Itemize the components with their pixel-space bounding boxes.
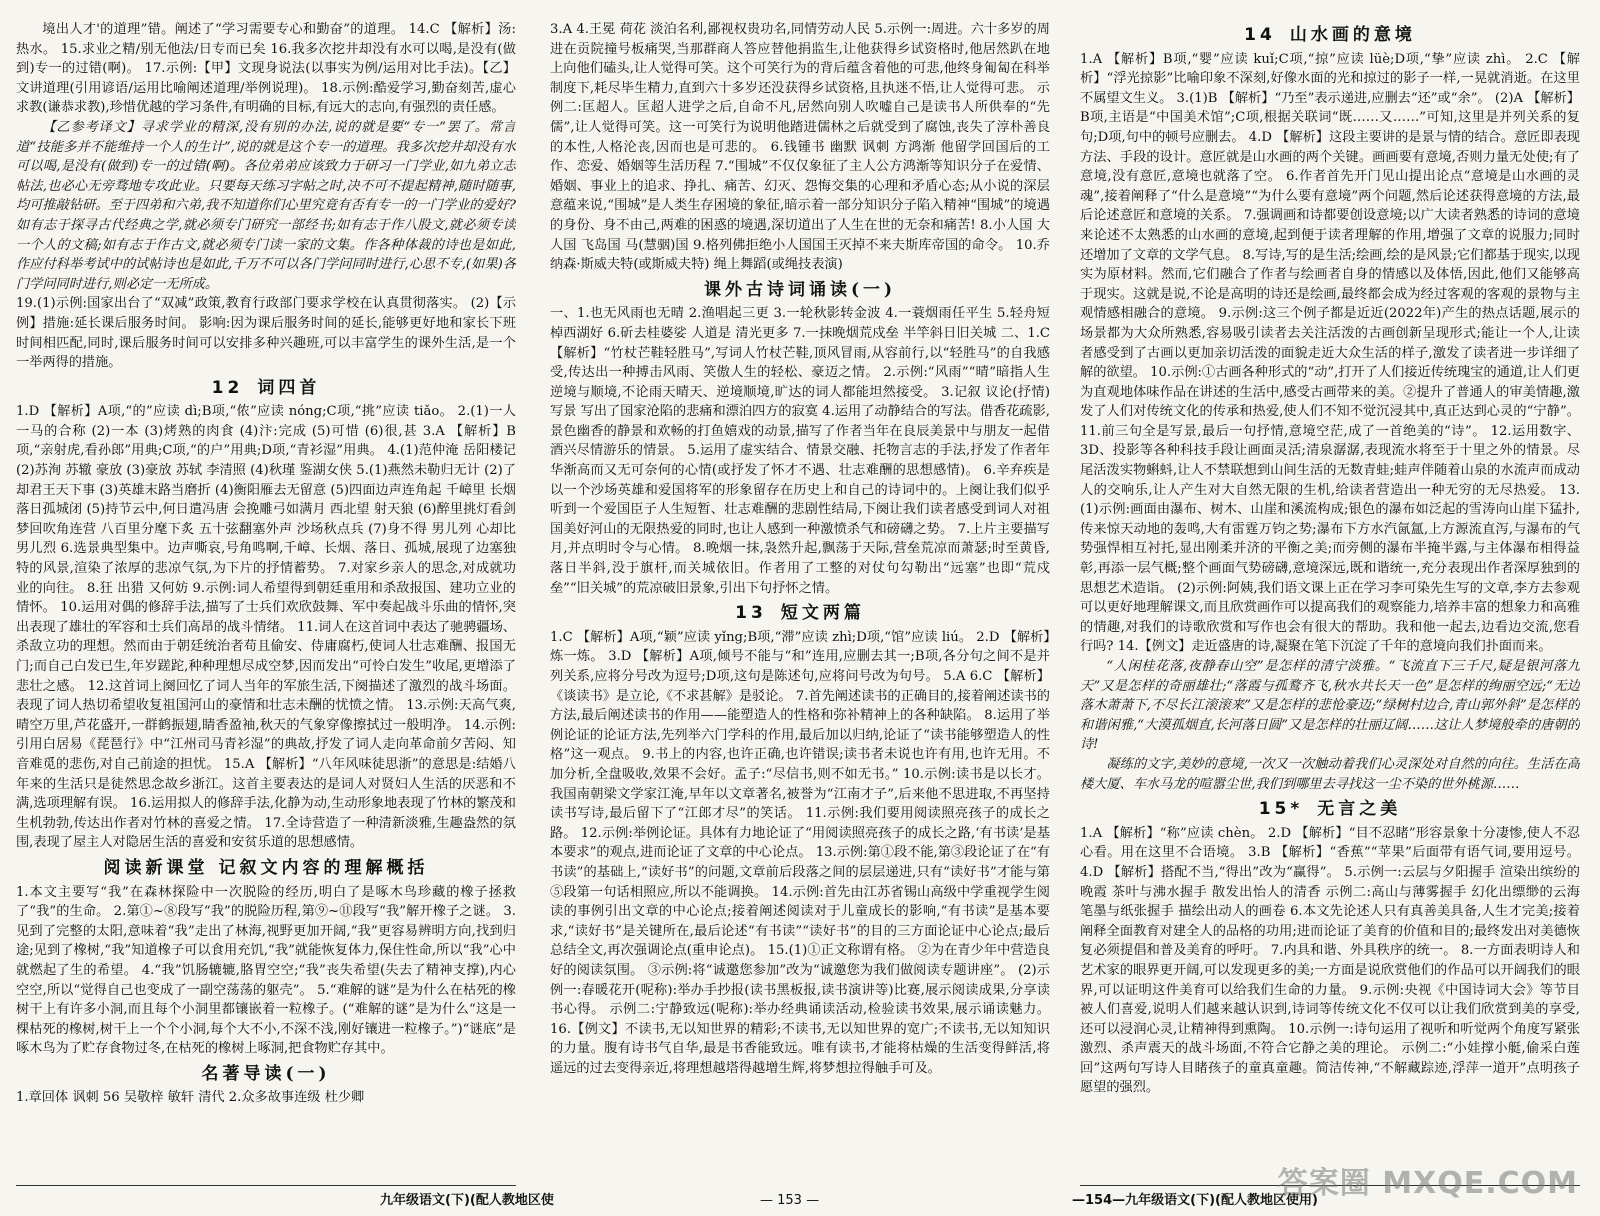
section-heading-12: 12 词四首 [211, 377, 321, 398]
answer-paragraph: 1.C 【解析】A项,“颖”应读 yǐng;B项,“滞”应读 zhì;D项,“馆”应读 liú。 2.D 【解析】炼一炼。 3.D 【解析】A项,倾号不能与“和”连用,应删去其一;B项,各分句之间不是并列关系,应将分号改为逗号;D项,这句是陈述句,应将问号改为句号。 5.A 6.C 【解析】《谈读书》是立论,《不求甚解》是驳论。 7.首先阐述读书的正确目的,接着阐述读书的方法,最后阐述读书的作用——能塑造人的性格和弥补精神上的各种缺陷。 8.运用了举例论证的论证方法,先列举六门学科的作用,最后加以归纳,论证了“读书能够塑造人的性格”这一观点。 9.书上的内容,也许正确,也许错误;读书者未说也许有用,也许无用。不加分析,全盘吸收,效果不会好。孟子:“尽信书,则不如无书。” 10.示例:读书是以长才。 我国南朝梁文学家江淹,早年以文章著名,被誉为“江南才子”,后来他不思进取,不再坚持读书写诗,最后留下了“江郎才尽”的笑话。 11.示例:我们要用阅读照亮孩子的成长之路。 12.示例:举例论证。具体有力地论证了“用阅读照亮孩子的成长之路,‘有书读’是基本要求”的观点,进而论证了文章的中心论点。 13.示例:第①段不能,第③段论证了在“有书读”的基础上,“读好书”的问题,文章前后段落之间的层层递进,只有“读好书”才能与第⑤段第一句话相照应,所以不能调换。 14.示例:首先由江苏省锡山高级中学重视学生阅读的事例引出文章的中心论点;接着阐述阅读对于儿童成长的影响,“有书读”是基本要求,“读好书”是关键所在,最后论述“有书读”“读好书”的目的三方面论证中心论点;最后总结全文,再次强调论点(重申论点)。 15.(1)①正文称谓有格。 ②为在青少年中营造良好的阅读氛围。 ③示例:将“诚邀您参加”改为“诚邀您为我们做阅读专题讲座”。 (2)示例一:春暖花开(呢称):举办手抄报(读书黑板报,读书演讲等)比赛,展示阅读成果,分享读书心得。 示例二:宁静致远(呢称):举办经典诵读活动,检验读书效果,展示诵读魅力。 16.【例文】不读书,无以知世界的精彩;不读书,无以知世界的宽广;不读书,无以知知识的力量。腹有诗书气自华,最是书香能致远。唯有读书,才能将枯燥的生活变得鲜活,将遥远的过去变得亲近,将理想越塔得越增生辉,将梦想拉得触手可及。 [550, 629, 1050, 1076]
reference-translation: 【乙参考译文】寻求学业的精深,没有别的办法,说的就是要“专一”罢了。常言道“技能多并不能维持一个人的生计”,说的就是这个专一的道理。我多次挖井却没有水可以喝,是没有(做到)专一的过错(啊)。各位弟弟应该致力于研习一门学业,如九弟立志帖法,也必心无旁骛地专攻此业。只要每天练习字帖之时,决不可不提起精神,随时随事,均可推敲钻研。至于四弟和六弟,我不知道你们心里究竟有否有专一的一门学业的爱好?如有志于探寻古代经典之学,就必须专门研究一部经书;如有志于作八股文,就必须专读一个人的文稿;如有志于作古文,就必须专门读一家的文集。作各种体裁的诗也是如此,作应付科举考试中的试帖诗也是如此,千万不可以各门学问同时进行,心思不专,(如果)各门学问同时进行,则必定一无所成。 [16, 119, 516, 292]
column-middle [550, 20, 1050, 1180]
answer-paragraph: 1.章回体 讽刺 56 吴敬梓 敏轩 清代 2.众多故事连级 杜少卿 [16, 1090, 365, 1106]
answer-paragraph: 19.(1)示例:国家出台了“双减”政策,教育行政部门要求学校在认真贯彻落实。 (2)【示例】措施:延长课后服务时间。 影响:因为课后服务时间的延长,能够更好地和家长下班时间相匹配,同时,课后服务时间可以安排多种兴趣班,可以丰富学生的课外生活,是一个一举两得的措施。 [16, 296, 516, 371]
footer-book-title: —154—九年级语文(下)(配人教地区使用) [1072, 1193, 1318, 1208]
footer-rule [16, 1185, 516, 1186]
section-heading-14: 14 山水画的意境 [1244, 25, 1416, 45]
section-heading-15: 15* 无言之美 [1258, 799, 1402, 820]
column-right [1080, 20, 1580, 1180]
section-heading-kewai: 课外古诗词诵读(一) [703, 279, 897, 300]
answer-paragraph: 一、1.也无风雨也无晴 2.渔唱起三更 3.一轮秋影转金波 4.一蓑烟雨任平生 5.轻舟短棹西湖好 6.斫去桂婆娑 人道是 清光更多 7.一抹晚烟荒戍垒 半竿斜日旧关城 二、1.C 【解析】“竹杖芒鞋轻胜马”,写词人竹杖芒鞋,顶风冒雨,从容前行,以“轻胜马”的自我感受,传达出一种搏击风雨、笑傲人生的轻松、豪迈之情。 2.示例:“风雨”“晴”暗指人生逆境与顺境,不论雨天晴天、逆境顺境,旷达的词人都能坦然接受。 3.记叙 议论(抒情) 写景 写出了国家沧陷的悲痛和漂泊四方的寂寞 4.运用了动静结合的写法。借香花疏影,景色幽香的静景和欢畅的打鱼嬉戏的动景,描写了作者当年在良辰美景中与朋友一起借酒兴尽情游乐的情景。 5.运用了虚实结合、情景交融、托物言志的手法,抒发了作者年华渐高而又无可奈何的心情(或抒发了怀才不遇、壮志难酬的思想感情)。 6.辛弃疾是以一个沙场英雄和爱国将军的形象留存在历史上和自己的诗词中的。上阕让我们似乎听到一个爱国臣子人生短暂、壮志难酬的悲剧性结局,下阕让我们读者感受到词人对祖国美好河山的无限热爱的同时,也让人感到一种激愤杀气和磅礴之势。 7.上片主要描写月,并点明时令与心情。 8.晚烟一抹,袅然升起,飘荡于天际,营垒荒凉而萧瑟;时至黄昏,落日半斜,没于旗杆,而关城依旧。作者用了工整的对仗句勾勒出“远塞”也即“荒戍垒”“旧关城”的荒凉破旧景象,引出下句抒怀之情。 [550, 306, 1050, 596]
section-heading-mingzhu: 名著导读(一) [201, 1063, 331, 1084]
answer-paragraph: 1.本文主要写“我”在森林探险中一次脱险的经历,明白了是啄木鸟珍藏的橡子拯救了“我”的生命。 2.第①~⑧段写“我”的脱险历程,第⑨~⑪段写“我”解开橡子之谜。 3.见到了完整的太阳,意味着“我”走出了林海,视野更加开阔,“我”更容易辨明方向,找到归途;见到了橡树,“我”知道橡子可以食用充饥,“我”就能恢复体力,保住性命,所以“我”心中就燃起了生的希望。 4.“我”饥肠辘辘,胳胃空空;“我”丧失希望(失去了精神支撑),内心空空,所以“觉得自己也变成了一副空荡荡的躯壳”。 5.“难解的谜”是为什么在枯死的橡树干上有许多小洞,而且每个小洞里都镶嵌着一粒橡子。(“难解的谜”是为什么“这是一棵枯死的橡树,树干上一个个小洞,每个大不小,不深不浅,刚好镶进一粒橡子。”)“谜底”是啄木鸟为了贮存食物过冬,在枯死的橡树上啄洞,把食物贮存其中。 [16, 884, 516, 1057]
column-left [16, 20, 516, 1180]
footer-book-title: 九年级语文(下)(配人教地区使 [380, 1193, 554, 1208]
answer-paragraph: 3.A 4.王冕 荷花 淡泊名利,鄙视权贵功名,同情劳动人民 5.示例一:周进。六十多岁的周进在贡院撞号板痛哭,当那群商人答应替他捐监生,让他获得乡试资格时,他居然趴在地上向他们磕头,让人觉得可笑。这个可笑行为的背后蕴含着他的可悲,他终身匍匐在科举制度下,耗尽毕生精力,直到六十多岁还没获得乡试资格,且执迷不悟,让人觉得可悲。 示例二:匡超人。匡超人进学之后,自命不凡,居然向别人吹嘘自己是读书人所供奉的“先儒”,让人觉得可笑。这一可笑行为说明他踏进儒林之后就受到了腐蚀,丧失了淳朴善良的本性,人格沦丧,因而也是可悲的。 6.钱锺书 幽默 讽刺 方鸿渐 他留学回国后的工作、恋爱、婚姻等生活历程 7.“围城”不仅仅象征了主人公方鸿渐等知识分子在爱情、婚姻、事业上的追求、挣扎、痛苦、幻灭、怨悔交集的心理和矛盾心态;从小说的深层意蕴来说,“围城”是人类生存困境的象征,暗示着一部分知识分子陷入精神“围城”的境遇的身份、身不由己,两难的困惑的境遇,深切道出了人生在世的无奈和痛苦! 8.小人国 大人国 飞岛国 马(慧骃)国 9.格列佛拒绝小人国国王灭掉不来夫斯库帝国的命令。 10.乔纳森·斯威夫特(或斯威夫特) 绳上舞蹈(或绳技表演) [550, 22, 1050, 273]
answer-paragraph: 1.D 【解析】A项,“的”应读 dì;B项,“侬”应读 nóng;C项,“挑”应读 tiǎo。 2.(1)一人一马的合称 (2)一本 (3)烤熟的肉食 (4)汴:完成 (5)可惜 (6)很,甚 3.A 【解析】B项,“亲射虎,看孙郎”用典;C项,“的户”用典;D项,“青衫湿”用典。 4.(1)范仲淹 岳阳楼记 (2)苏洵 苏辙 豪放 (3)豪放 苏轼 李清照 (4)秋瑾 鉴湖女侠 5.(1)燕然未勒归无计 (2)了却君王天下事 (3)英雄末路当磨折 (4)衡阳雁去无留意 (5)四面边声连角起 千嶂里 长烟落日孤城闭 (5)持节云中,何日遣冯唐 会挽雕弓如满月 西北望 射天狼 (6)醉里挑灯看剑 梦回吹角连营 八百里分麾下炙 五十弦翻塞外声 沙场秋点兵 (7)身不得 男儿列 心却比 男儿烈 6.选景典型集中。边声嘶哀,号角鸣啊,千嶂、长烟、落日、孤城,展现了边塞独特的风景,渲染了浓厚的悲凉气氛,为下片的抒情蓄势。 7.对家乡亲人的思念,对成就功业的向往。 8.狂 出猎 又何妨 9.示例:词人希望得到朝廷重用和杀敌报国、建功立业的情怀。 10.运用对偶的修辞手法,描写了士兵们欢欣鼓舞、军中奏起战斗乐曲的情怀,突出表现了雄壮的军容和士兵们高昂的战斗情绪。 11.词人在这首词中表达了驰骋疆场、杀敌立功的理想。然而由于朝廷统治者苟且偷安、侍庸腐朽,使词人壮志难酬、报国无门;而自己白发已生,年岁蹉跎,种种理想尽成空梦,因而发出“可怜白发生”收尾,更增添了悲壮之感。 12.这首词上阕回忆了词人当年的军旅生活,下阕描述了激烈的战斗场面。表现了词人热切希望收复祖国河山的豪情和壮志未酬的忧愤之情。 13.示例:天高气爽,晴空万里,芦花盛开,一群鹤振翅,睛香盈袖,秋天的气象穿像擦拭过一般明净。 14.示例:引用白居易《琵琶行》中“江州司马青衫湿”的典故,抒发了词人走向革命前夕苦闷、知音难觅的悲伤,对自己前途的担忧。 15.A 【解析】“八年风味徒思浙”的意思是:结婚八年来的生活只是徒然思念故乡浙江。这首主要表达的是词人对贤妇人生活的厌恶和不满,选项理解有误。 16.运用拟人的修辞手法,化静为动,生动形象地表现了竹林的繁茂和生机勃勃,传达出作者对竹林的喜爱之情。 17.全诗营造了一种清新淡雅,生趣盎然的氛围,表现了屋主人对隐居生活的喜爱和安贫乐道的思想感情。 [16, 404, 516, 851]
page-number: — 153 — [760, 1193, 820, 1208]
answer-paragraph: 1.A 【解析】“称”应读 chèn。 2.D 【解析】“目不忍睹”形容景象十分凄惨,使人不忍心看。用在这里不合语境。 3.B 【解析】“香蕉”“苹果”后面带有语气词,要用逗号。 4.D 【解析】搭配不当,“得出”改为“赢得”。 5.示例一:云层与夕阳握手 渲染出缤纷的晚霞 茶叶与沸水握手 散发出怡人的清香 示例二:高山与薄雾握手 幻化出缥缈的云海 笔墨与纸张握手 描绘出动人的画卷 6.本文先论述人只有真善美具备,人生才完美;接着阐释全面教育对建全人的品格的功用;进而论证了美育的价值和目的;最终发出对美德恢复必须提倡和普及美育的呼吁。 7.内具和谐、外具秩序的统一。 8.一方面表明诗人和艺术家的眼界更开阔,可以发现更多的美;一方面是说欣赏他们的作品可以开阔我们的眼界,可以证明这件美育可以给我们生命的力量。 9.示例:央视《中国诗词大会》等节目被人们喜爱,说明人们越来越认识到,诗词等传统文化不仅可以让我们欣赏到美的享受,还可以浸润心灵,让精神得到熏陶。 10.示例一:诗句运用了视听和听觉两个角度写紧张激烈、杀声震天的战斗场面,不符合它静之美的理论。 示例二:“小娃撑小艇,偷采白莲回”这两句写诗人目睹孩子的童真童趣。简洁传神,“不解藏踪迹,浮萍一道开”点明孩子愿望的强烈。 [1080, 825, 1580, 1096]
section-heading-reading: 阅读新课堂 记叙文内容的理解概括 [103, 857, 429, 878]
answer-paragraph: 境出人才'的道理”错。阐述了“学习需要专心和勤奋”的道理。 14.C 【解析】汤:热水。 15.求业之精/别无他法/日专而已矣 16.我多次挖井却没有水可以喝,是没有(做到)专一的过错(啊)。 17.示例:【甲】文现身说法(以事实为例/运用对比手法)。【乙】文讲道理(引用谚语/运用比喻阐述道理/举例说理)。 18.示例:酷爱学习,勤奋刻苦,虚心求教(谦恭求教),珍惜优越的学习条件,有明确的目标,有远大的志向,有强烈的责任感。 [16, 22, 516, 116]
example-essay: 凝练的文字,美妙的意境,一次又一次触动着我们心灵深处对自然的向往。生活在高楼大厦、车水马龙的喧嚣尘世,我们到哪里去寻找这一尘不染的世外桃源…… [1080, 756, 1580, 792]
section-heading-13: 13 短文两篇 [735, 603, 865, 624]
example-essay: “人闲桂花落,夜静春山空”是怎样的清宁淡雅。“飞流直下三千尺,疑是银河落九天”又是怎样的奇丽雄壮;“落霞与孤鹜齐飞,秋水共长天一色”是怎样的绚丽空远;“无边落木萧萧下,不尽长江滚滚来”又是怎样的悲怆豪迈;“绿树村边合,青山郭外斜”是怎样的和谐闲雅,“大漠孤烟直,长河落日圆”又是怎样的壮丽辽阔……这让人梦境般牵的唐朝的诗! [1080, 659, 1580, 753]
answer-paragraph: 1.A 【解析】B项,“婴”应读 kuǐ;C项,“掠”应读 lüè;D项,“挚”应读 zhì。 2.C 【解析】“浮光掠影”比喻印象不深刻,好像水面的光和掠过的影子一样,一晃就消逝。在这里不属望文生义。 3.(1)B 【解析】“乃至”表示递进,应删去“还”或“余”。 (2)A 【解析】B项,主语是“中国美术馆”;C项,根据关联词“既……又……”可知,这里是并列关系的复句;D项,句中的顿号应删去。 4.D 【解析】这段主要讲的是景与情的结合。意匠即表现方法、手段的设计。意匠就是山水画的两个关键。画画要有意境,否则力量无处使;有了意境,没有意匠,意境也就落了空。 6.作者首先开门见山提出论点“意境是山水画的灵魂”,接着阐释了“什么是意境”“为什么要有意境”两个问题,然后论述获得意境的方法,最后论述意匠和意境的关系。 7.强调画和诗都要创设意境;以广大读者熟悉的诗词的意境来论述不太熟悉的山水画的意境,起到便于读者理解的作用,增强了文章的说服力;同时还增加了文章的文学气息。 8.写诗,写的是生活;绘画,绘的是风景;它们都基于现实,以现实为原材料。然而,它们融合了作者与绘画者自身的情感以及体悟,因此,他们又能够高于现实。这就是说,不论是高明的诗还是绘画,最终都会成为经过客观的客观的景物与主观情感相融合的意境。 9.示例:这三个例子都是近近(2022年)产生的热点话题,展示的场景都为大众所熟悉,容易吸引读者去关注活泼的古画创新呈现形式;能让一个人,让读者感受到了古画以更加亲切活泼的面貌走近大众生活的样子,激发了读者进一步详细了解的欲望。 10.示例:①古画各种形式的“动”,打开了人们接近传统瑰宝的通道,让人们更为直观地体味作品在讲述的生活中,感受古画带来的美。②提升了普通人的审美情趣,激发了人们对传统文化的传承和热爱,使人们不知不觉沉浸其中,真正达到心灵的“宁静”。 11.前三句全是写景,最后一句抒情,意境空茫,成了一首绝美的“诗”。 12.运用数字、3D、投影等各种科技手段让画面灵活;清泉潺潺,表现流水将至于十里之外的情景。尽尾活泼实物蝌蚪,让人不禁联想到山间生活的无数青蛙;蛙声伴随着山泉的水流声而成动人的交响乐,让人产生对大自然无限的生机,给读者营造出一种无穷的无尽热爱。 13.(1)示例:画面由瀑布、树木、山崖和溪流构成;银色的瀑布如泛起的雪涛向山崖下猛扑,传来惊天动地的轰鸣,大有雷霆万钧之势;瀑布下方水汽氤氲,上方源流直泻,与瀑布的气势强悍相互衬托,显出刚柔并济的平衡之美;而旁侧的瀑布半掩半露,与主体瀑布相得益彰,再添一层气概;整个画面气势磅礴,意境深远,既和谐统一,充分表现出作者深厚独到的思想艺术造诣。 (2)示例:阿姨,我们语文课上正在学习李可染先生写的文章,李方去参观可以更好地理解课文,而且欣赏画作可以提高我们的观察能力,培养丰富的想象力和高雅的情趣,对我们的诗歌欣赏和写作也会有很大的帮助。我和他一起去,边看边交流,您看行吗? 14.【例文】走近盛唐的诗,凝聚在笔下沉淀了千年的意境向我们扑面而来。 [1080, 51, 1580, 655]
watermark-logo: 答案圈 MXQE.COM [1277, 1166, 1578, 1201]
